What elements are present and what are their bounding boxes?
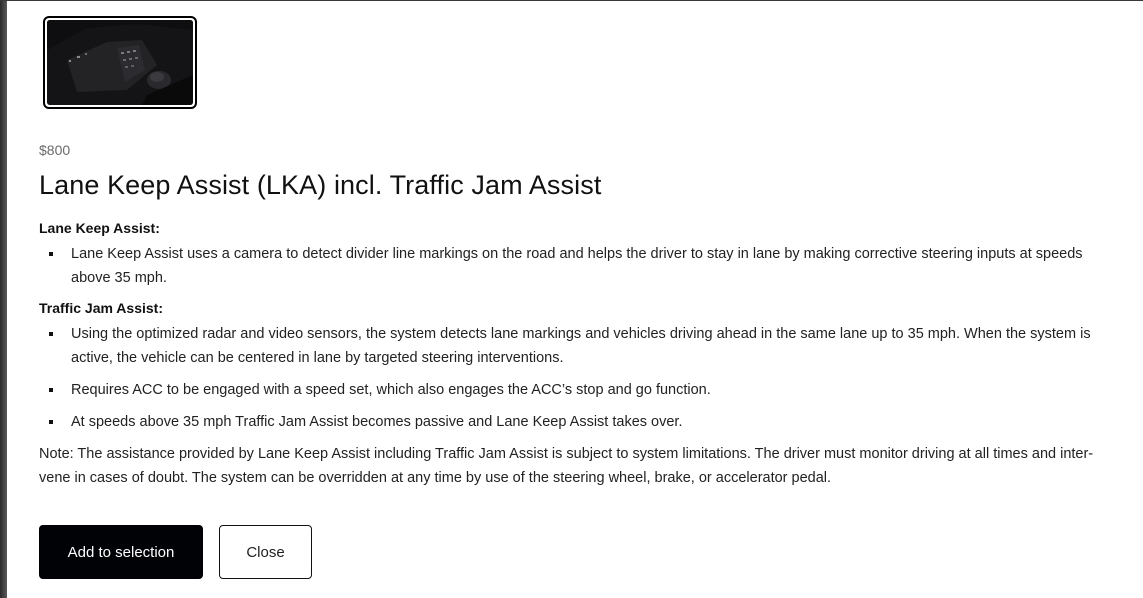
left-edge-shadow: [0, 0, 7, 598]
add-to-selection-button[interactable]: Add to selection: [39, 525, 203, 579]
price-label: $800: [39, 142, 71, 158]
bullet-list-lane-keep-assist: [39, 242, 1119, 290]
thumbnail-selected[interactable]: [43, 16, 197, 109]
list-item: Lane Keep Assist uses a camera to detect divider line markings on the road and helps the driver to stay in lane by making corrective steering inputs at speeds above 35 mph.: [39, 242, 1119, 290]
vehicle-interior-image: [47, 20, 193, 105]
top-edge-line: [0, 0, 1143, 1]
close-button[interactable]: Close: [219, 525, 312, 579]
product-detail: [39, 140, 1119, 490]
disclaimer-note: Note: The assistance provided by Lane Keep Assist including Traffic Jam Assist is subject to system limitations. The driver must monitor driving at all times and inter-vene in cases of doubt. The system can be overridden at any time by use of the steering wheel, brake, or accelerator pedal.: [39, 446, 1094, 486]
list-item: Requires ACC to be engaged with a speed set, which also engages the ACC’s stop and go function.: [39, 378, 1119, 402]
action-buttons: [39, 525, 312, 579]
list-item: At speeds above 35 mph Traffic Jam Assist becomes passive and Lane Keep Assist takes over.: [39, 410, 1119, 434]
section-heading-lane-keep-assist: Lane Keep Assist:: [39, 220, 160, 236]
list-item: Using the optimized radar and video sensors, the system detects lane markings and vehicles driving ahead in the same lane up to 35 mph. When the system is active, the vehicle can be centered in lane by targeted steering interventions.: [39, 322, 1119, 370]
section-heading-traffic-jam-assist: Traffic Jam Assist:: [39, 300, 163, 316]
product-title: Lane Keep Assist (LKA) incl. Traffic Jam Assist: [39, 170, 602, 200]
bullet-list-traffic-jam-assist: [39, 322, 1119, 434]
